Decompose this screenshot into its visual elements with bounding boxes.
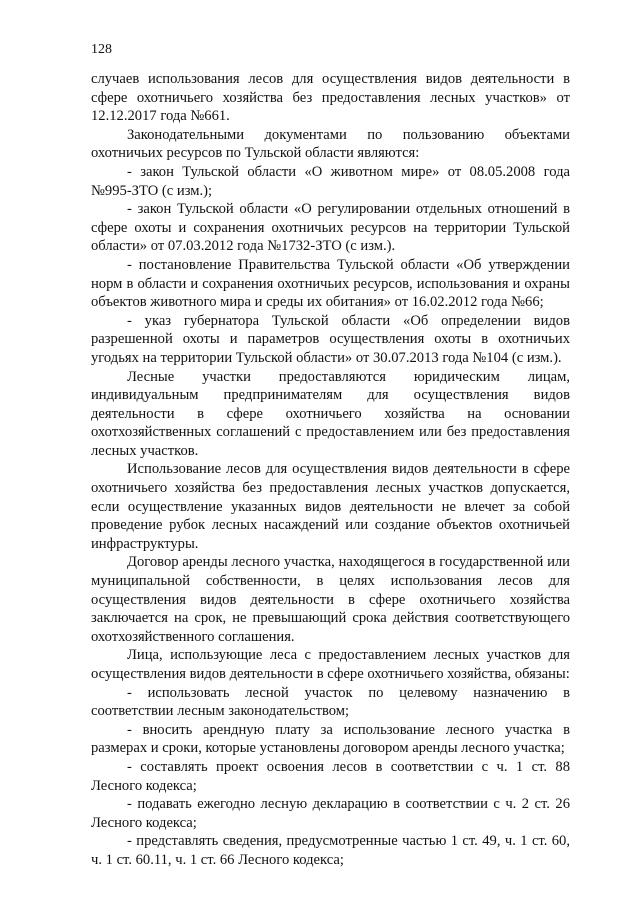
list-item: - закон Тульской области «О регулировании отдельных отношений в сфере охоты и сохранения охотничьих ресурсов на территории Тульской области» от 07.03.2012 года №1732-ЗТО (с изм.).	[91, 201, 570, 255]
paragraph: Лица, использующие леса с предоставлением лесных участков для осуществления видов деятельности в сфере охотничьего хозяйства, обязаны:	[91, 647, 570, 682]
paragraph: Законодательными документами по пользованию объектами охотничьих ресурсов по Тульской области являются:	[91, 126, 570, 162]
paragraph: Использование лесов для осуществления видов деятельности в сфере охотничьего хозяйства без предоставления лесных участков допускается, если осуществление указанных видов деятельности не влечет за собой проведение рубок лесных насаждений или создание объектов охотничьей инфраструктуры.	[91, 461, 570, 552]
list-item: - представлять сведения, предусмотренные частью 1 ст. 49, ч. 1 ст. 60, ч. 1 ст. 60.11, ч. 1 ст. 66 Лесного кодекса;	[91, 833, 570, 868]
document-body	[91, 70, 570, 870]
list-item: - вносить арендную плату за использование лесного участка в размерах и сроки, которые установлены договором аренды лесного участка;	[91, 721, 570, 757]
list-item: - использовать лесной участок по целевому назначению в соответствии лесным законодательством;	[91, 684, 570, 720]
paragraph: Договор аренды лесного участка, находящегося в государственной или муниципальной собственности, в целях использования лесов для осуществления видов деятельности в сфере охотничьего хозяйства заключается на срок, не превышающий срока действия соответствующего охотхозяйственного соглашения.	[91, 554, 570, 645]
list-item: - постановление Правительства Тульской области «Об утверждении норм в области и сохранения охотничьих ресурсов, использования и охраны объектов животного мира и среды их обитания» от 16.02.2012 года №66;	[91, 256, 570, 311]
list-item: - составлять проект освоения лесов в соответствии с ч. 1 ст. 88 Лесного кодекса;	[91, 758, 570, 794]
list-item: - указ губернатора Тульской области «Об определении видов разрешенной охоты и параметров осуществления охоты в охотничьих угодьях на территории Тульской области» от 30.07.2013 года №104 (с изм.).	[91, 312, 570, 366]
list-item: - подавать ежегодно лесную декларацию в соответствии с ч. 2 ст. 26 Лесного кодекса;	[91, 796, 570, 831]
list-item: - закон Тульской области «О животном мире» от 08.05.2008 года №995-ЗТО (с изм.);	[91, 163, 570, 199]
paragraph: Лесные участки предоставляются юридическим лицам, индивидуальным предпринимателям для осуществления видов деятельности в сфере охотничьего хозяйства на основании охотхозяйственных соглашений с предоставлением или без предоставления лесных участков.	[91, 368, 570, 459]
paragraph: случаев использования лесов для осуществления видов деятельности в сфере охотничьего хозяйства без предоставления лесных участков» от 12.12.2017 года №661.	[91, 71, 570, 125]
page-number: 128	[91, 42, 112, 57]
